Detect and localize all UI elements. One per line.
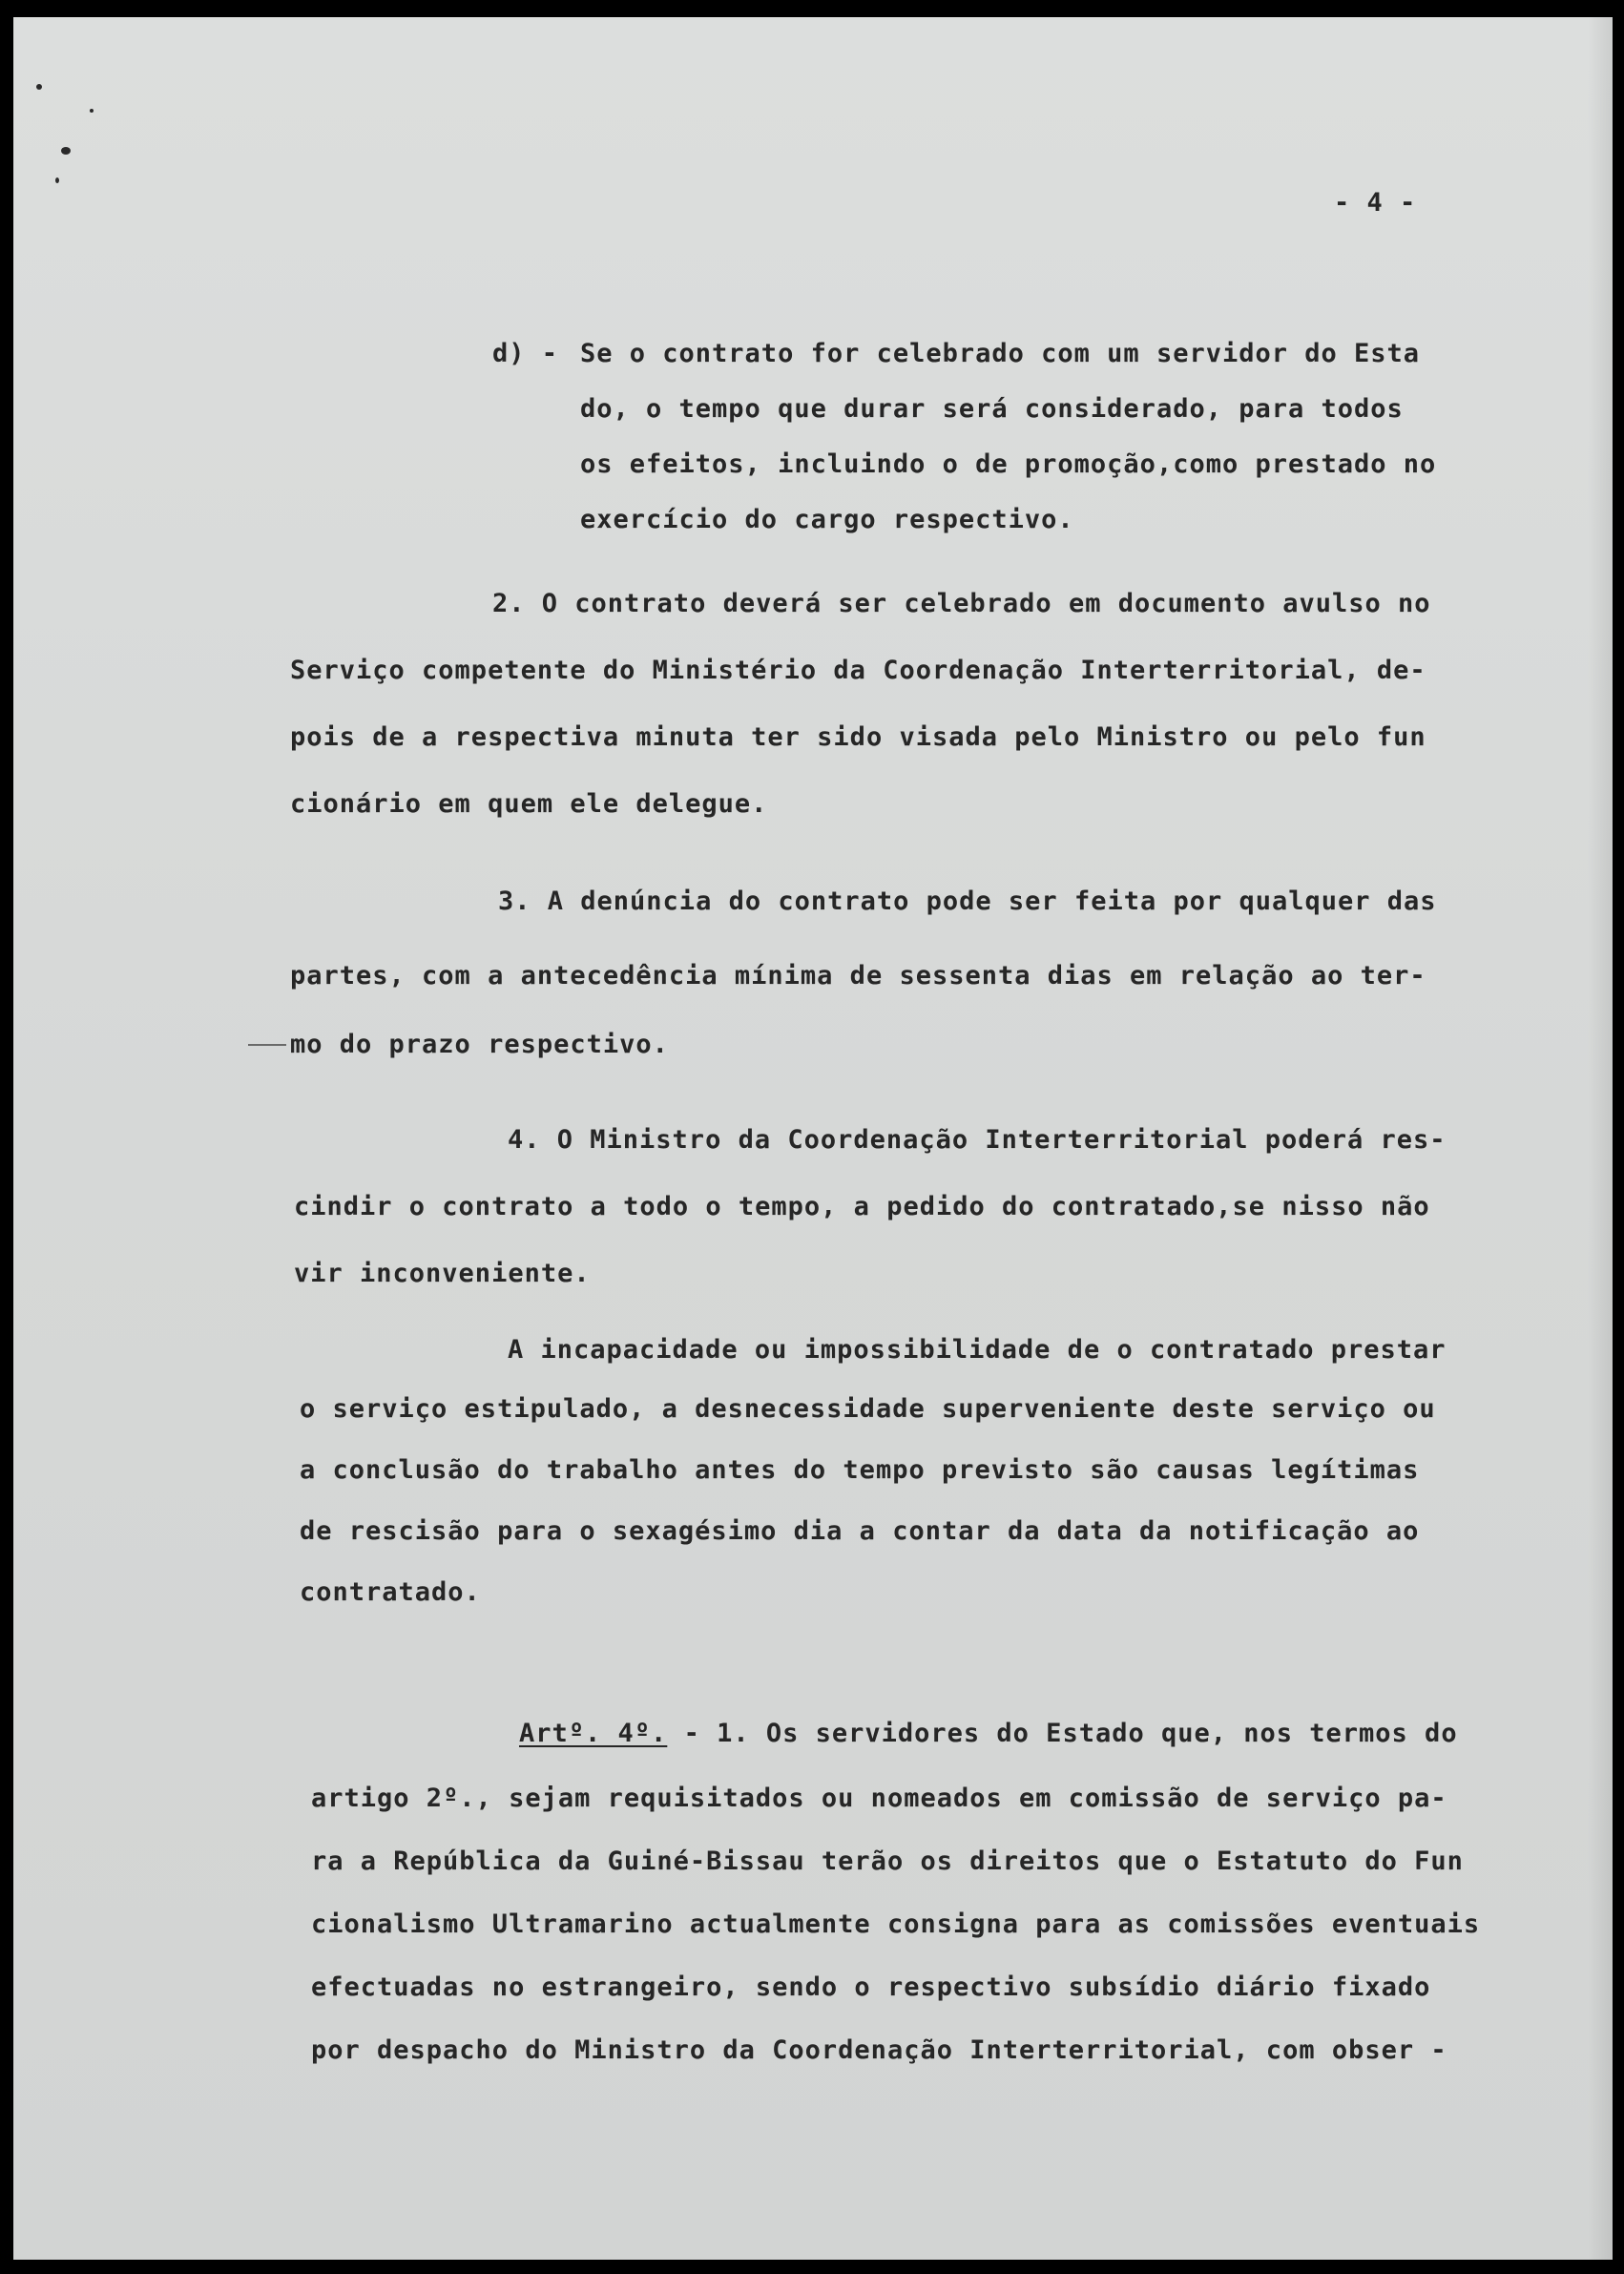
item-d-label: d) -: [492, 339, 559, 368]
para4-line-2: cindir o contrato a todo o tempo, a pedido do contratado,se nisso não: [294, 1192, 1430, 1221]
para4-line-3: vir inconveniente.: [294, 1259, 591, 1288]
para5-line-2: o serviço estipulado, a desnecessidade superveniente deste serviço ou: [300, 1394, 1436, 1424]
para2-line-3: pois de a respectiva minuta ter sido visada pelo Ministro ou pelo fun: [290, 722, 1426, 752]
para3-line-3: mo do prazo respectivo.: [290, 1030, 669, 1059]
para4-line-1: 4. O Ministro da Coordenação Interterritorial poderá res-: [508, 1125, 1447, 1155]
document-page: [13, 17, 1613, 2260]
ink-speck: [55, 177, 59, 183]
para2-line-1: 2. O contrato deverá ser celebrado em documento avulso no: [492, 589, 1431, 618]
ink-speck: [90, 109, 94, 113]
art4-first-line-text: - 1. Os servidores do Estado que, nos termos do: [667, 1719, 1458, 1748]
para2-line-2: Serviço competente do Ministério da Coordenação Interterritorial, de-: [290, 656, 1426, 685]
item-d-line-4: exercício do cargo respectivo.: [580, 505, 1074, 534]
item-d-line-2: do, o tempo que durar será considerado, para todos: [580, 394, 1404, 424]
para2-line-4: cionário em quem ele delegue.: [290, 789, 768, 819]
art4-line-4: cionalismo Ultramarino actualmente consigna para as comissões eventuais: [311, 1909, 1481, 1939]
para5-line-3: a conclusão do trabalho antes do tempo previsto são causas legítimas: [300, 1455, 1420, 1485]
art4-heading: Artº. 4º.: [519, 1719, 668, 1748]
page-number: - 4 -: [1334, 188, 1417, 218]
para5-line-5: contratado.: [300, 1577, 481, 1607]
art4-first-line: [519, 1720, 1458, 1748]
para3-line-2: partes, com a antecedência mínima de sessenta dias em relação ao ter-: [290, 961, 1426, 991]
para5-line-4: de rescisão para o sexagésimo dia a contar da data da notificação ao: [300, 1516, 1420, 1546]
ink-speck: [61, 147, 71, 155]
margin-pencil-mark: [248, 1044, 286, 1046]
para3-line-1: 3. A denúncia do contrato pode ser feita por qualquer das: [498, 887, 1437, 916]
ink-speck: [36, 84, 42, 90]
page-edge-shadow: [1588, 17, 1613, 2260]
item-d-line-3: os efeitos, incluindo o de promoção,como prestado no: [580, 449, 1437, 479]
art4-line-5: efectuadas no estrangeiro, sendo o respectivo subsídio diário fixado: [311, 1972, 1431, 2002]
art4-line-2: artigo 2º., sejam requisitados ou nomeados em comissão de serviço pa-: [311, 1784, 1447, 1813]
para5-line-1: A incapacidade ou impossibilidade de o contratado prestar: [508, 1335, 1447, 1365]
art4-line-6: por despacho do Ministro da Coordenação Interterritorial, com obser -: [311, 2035, 1447, 2065]
art4-line-3: ra a República da Guiné-Bissau terão os direitos que o Estatuto do Fun: [311, 1846, 1464, 1876]
item-d-line-1: Se o contrato for celebrado com um servidor do Esta: [580, 339, 1421, 368]
